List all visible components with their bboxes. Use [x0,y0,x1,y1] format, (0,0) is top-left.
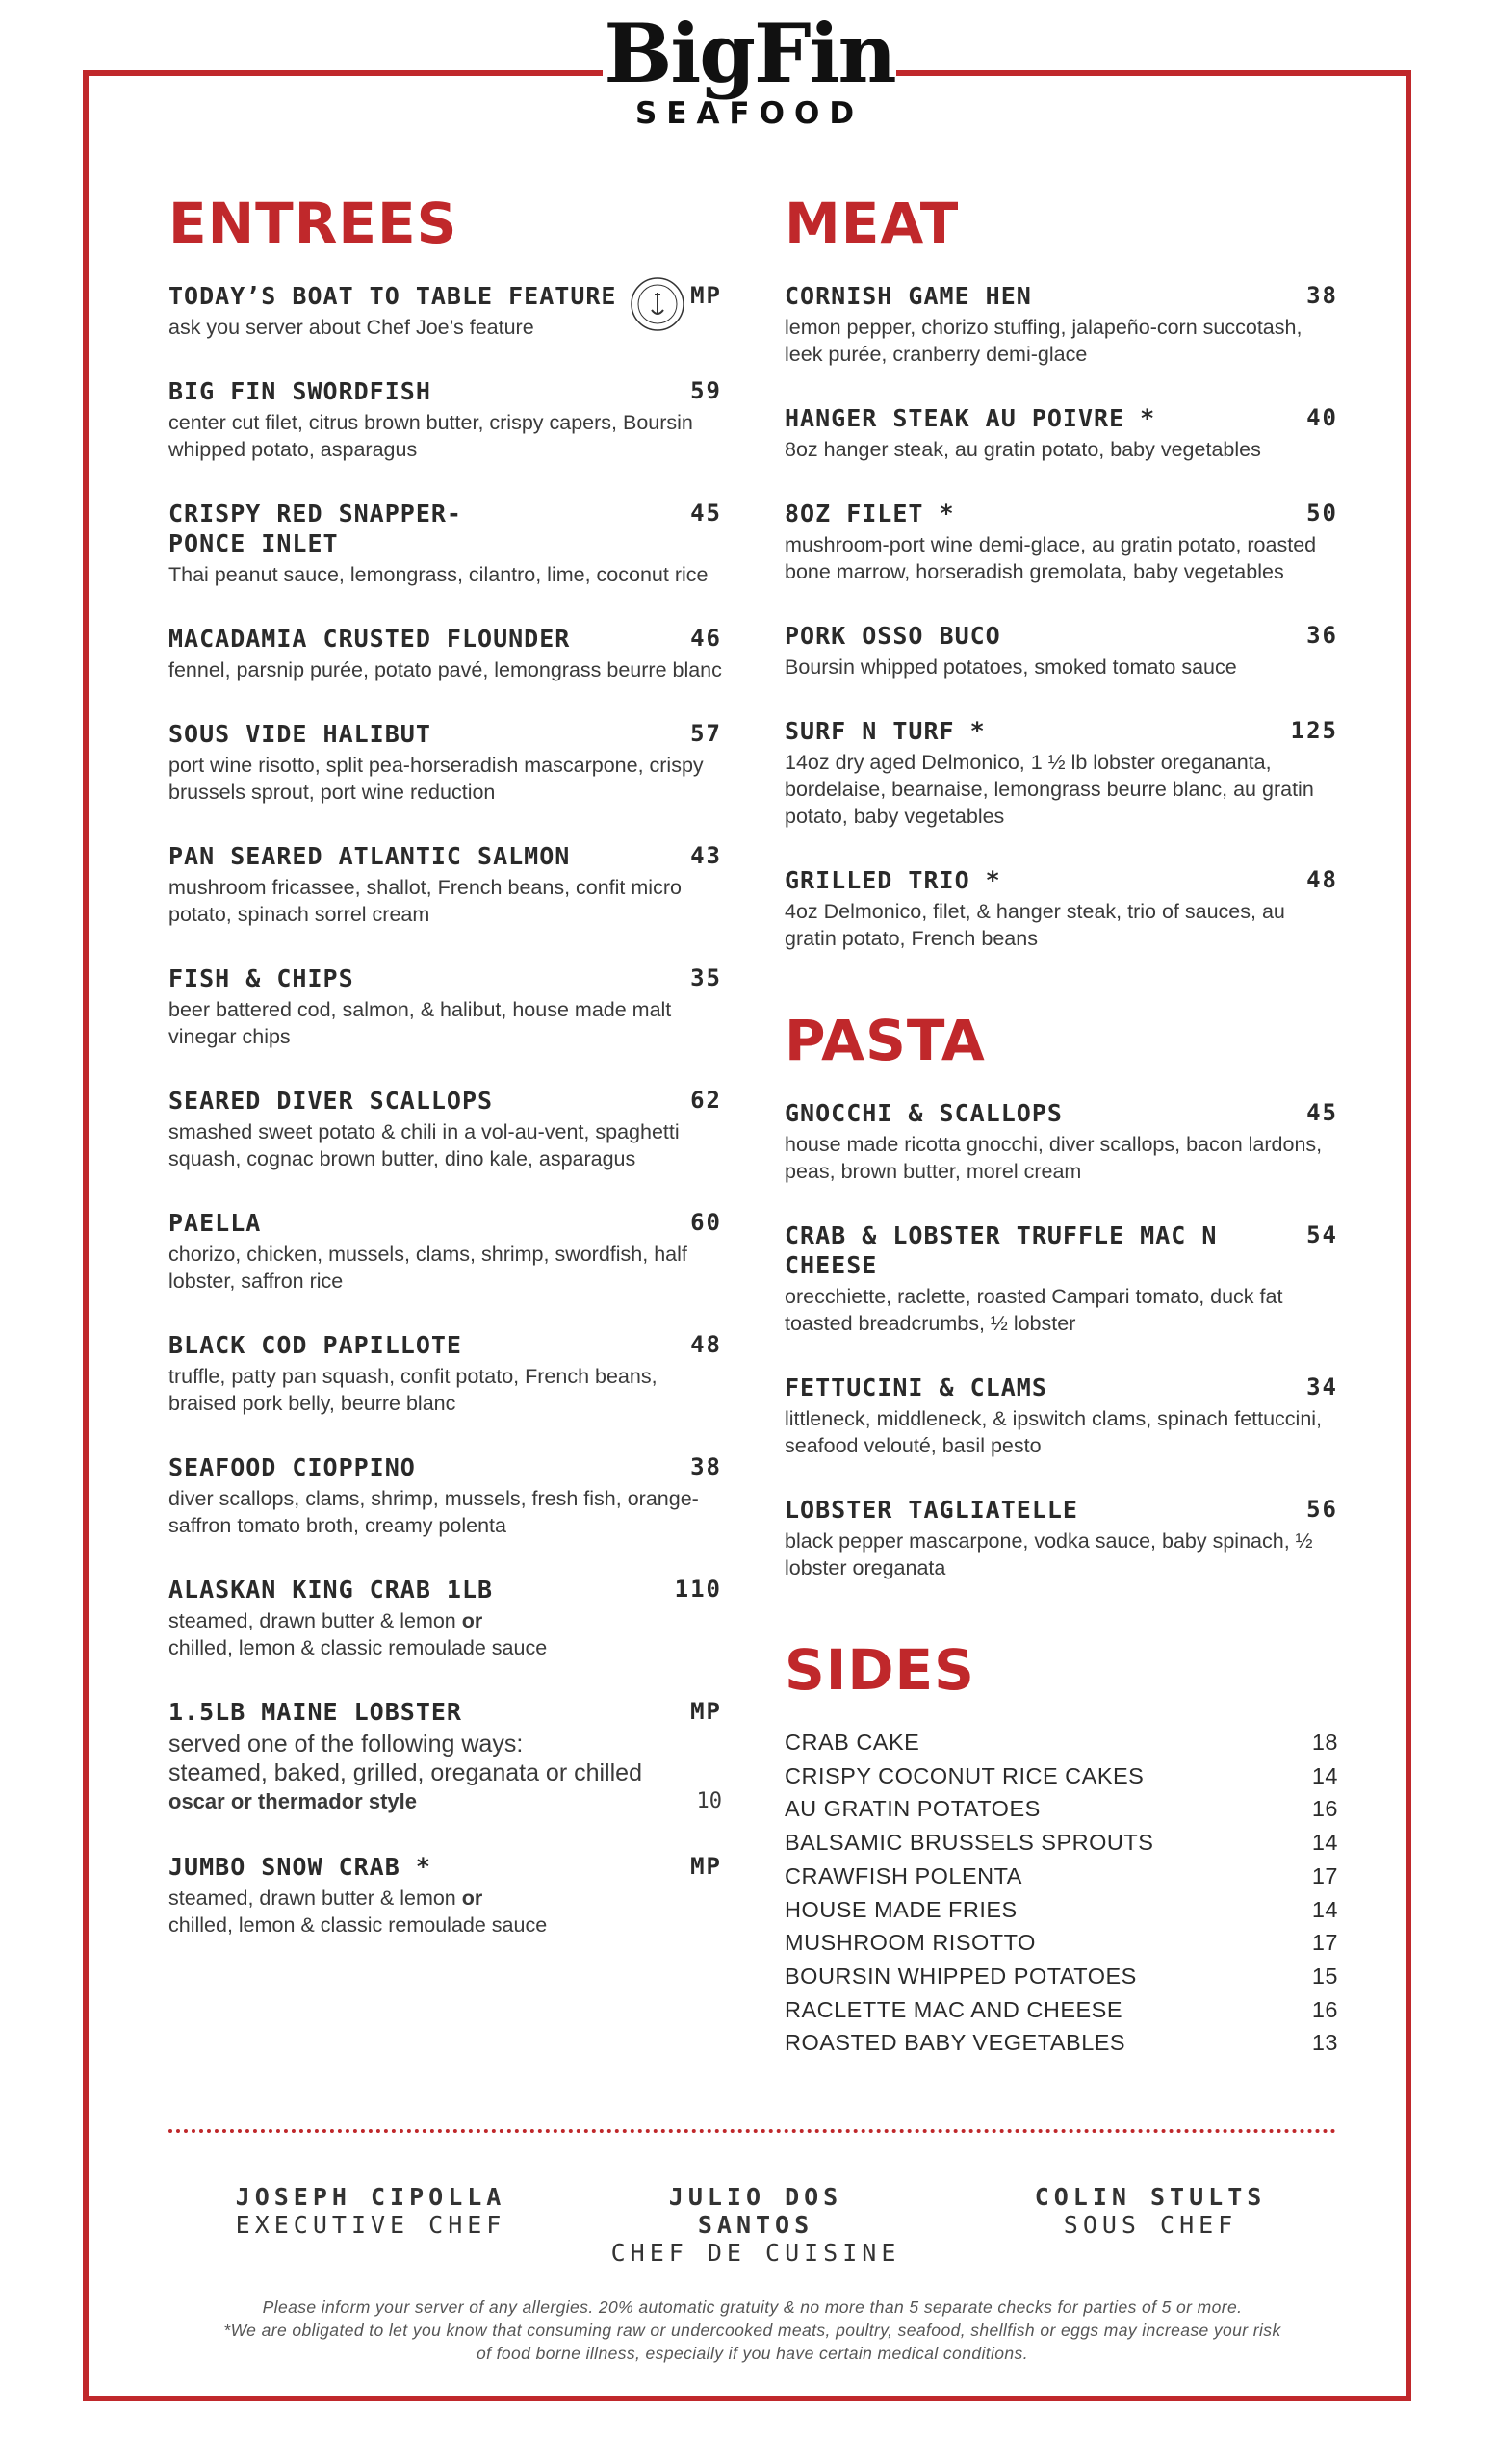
pasta-heading: PASTA [785,1008,986,1073]
menu-item [785,499,1338,585]
brand-logo [603,6,896,158]
desc-or: or [461,1886,483,1910]
menu-item [168,963,722,1050]
item-price: 57 [690,720,722,747]
item-name: PORK OSSO BUCO [785,622,1001,650]
desc-part: chilled, lemon & classic remoulade sauce [168,1636,548,1659]
side-price: 16 [1311,1796,1338,1822]
item-description [168,1885,722,1938]
item-price: 36 [1306,622,1338,649]
item-name: BIG FIN SWORDFISH [168,377,431,405]
side-item [785,1993,1338,2027]
chef-name: COLIN STULTS [1034,2183,1267,2211]
item-name: 8OZ FILET * [785,500,955,527]
entrees-heading: ENTREES [168,191,458,256]
desc-part: steamed, drawn butter & lemon [168,1609,462,1632]
side-name: CRISPY COCONUT RICE CAKES [785,1762,1145,1788]
side-item [785,1860,1338,1893]
side-item [785,1726,1338,1759]
chef-role: CHEF DE CUISINE [610,2239,901,2267]
item-name: HANGER STEAK AU POIVRE * [785,404,1156,432]
menu-item [785,1373,1338,1459]
item-name: SURF N TURF * [785,717,986,745]
logo-subtitle: SEAFOOD [634,96,864,131]
menu-item [785,1220,1338,1337]
chef-credits [168,2183,1336,2267]
item-description: 14oz dry aged Delmonico, 1 ½ lb lobster oregananta, bordelaise, bearnaise, lemongrass beurre blanc, au gratin potato, baby vegetables [785,751,1314,828]
item-description: orecchiette, raclette, roasted Campari tomato, duck fat toasted breadcrumbs, ½ lobster [785,1285,1283,1335]
footer-line: *We are obligated to let you know that consuming raw or undercooked meats, poultry, seafood, shellfish or eggs may increase your risk [223,2321,1281,2340]
menu-item [785,403,1338,463]
side-name: HOUSE MADE FRIES [785,1896,1018,1922]
item-price: 45 [690,500,722,526]
item-price: MP [690,1853,722,1880]
item-description: Thai peanut sauce, lemongrass, cilantro, lime, coconut rice [168,563,709,586]
menu-item [168,719,722,806]
item-description: beer battered cod, salmon, & halibut, house made malt vinegar chips [168,998,672,1048]
item-name: MACADAMIA CRUSTED FLOUNDER [168,625,571,653]
item-description: chorizo, chicken, mussels, clams, shrimp, swordfish, half lobster, saffron rice [168,1243,687,1293]
menu-item [168,1086,722,1172]
menu-item [785,1098,1338,1185]
chef-credit [226,2183,515,2239]
menu-item-snow-crab [168,1852,722,1938]
item-price: 125 [1290,717,1338,744]
item-price: MP [690,1698,722,1725]
side-item [785,1759,1338,1793]
item-name: ALASKAN KING CRAB 1LB [168,1576,494,1604]
item-price: 45 [1306,1099,1338,1126]
side-price: 15 [1311,1963,1338,1989]
item-price: 38 [690,1453,722,1480]
boat-to-table-stamp-icon [629,275,686,333]
item-name: PAN SEARED ATLANTIC SALMON [168,842,571,870]
item-description: diver scallops, clams, shrimp, mussels, fresh fish, orange-saffron tomato broth, creamy polenta [168,1487,699,1537]
item-description: ask you server about Chef Joe’s feature [168,316,534,339]
item-description: 8oz hanger steak, au gratin potato, baby vegetables [785,438,1261,461]
item-name: FISH & CHIPS [168,964,354,992]
item-description: 4oz Delmonico, filet, & hanger steak, trio of sauces, au gratin potato, French beans [785,900,1285,950]
dotted-divider [168,2129,1336,2133]
side-name: AU GRATIN POTATOES [785,1796,1041,1822]
meat-pasta-sides-column [785,192,1338,2060]
desc-line: served one of the following ways: [168,1731,524,1758]
side-item [785,1960,1338,1993]
item-description: center cut filet, citrus brown butter, crispy capers, Boursin whipped potato, asparagus [168,411,693,461]
item-description: lemon pepper, chorizo stuffing, jalapeño-corn succotash, leek purée, cranberry demi-glace [785,316,1303,366]
item-price: 60 [690,1209,722,1236]
item-description: fennel, parsnip purée, potato pavé, lemongrass beurre blanc [168,658,722,681]
item-price: 34 [1306,1373,1338,1400]
item-name: CRISPY RED SNAPPER- PONCE INLET [168,500,462,557]
item-price: 48 [690,1331,722,1358]
item-price: 43 [690,842,722,869]
side-price: 17 [1311,1930,1338,1956]
item-name: 1.5LB MAINE LOBSTER [168,1698,462,1726]
side-name: RACLETTE MAC AND CHEESE [785,1996,1123,2022]
item-description: smashed sweet potato & chili in a vol-au-vent, spaghetti squash, cognac brown butter, dino kale, asparagus [168,1120,680,1170]
side-item [785,2026,1338,2060]
desc-line: steamed, baked, grilled, oreganata or chilled [168,1759,642,1786]
item-price: 62 [690,1087,722,1114]
side-price: 18 [1311,1730,1338,1755]
chef-role: EXECUTIVE CHEF [235,2211,506,2239]
side-name: BALSAMIC BRUSSELS SPROUTS [785,1830,1154,1856]
menu-item [168,281,722,341]
chef-credit [1016,2183,1285,2239]
menu-item [785,621,1338,680]
side-name: MUSHROOM RISOTTO [785,1930,1036,1956]
item-name: TODAY’S BOAT TO TABLE FEATURE [168,282,617,310]
item-price: 46 [690,625,722,652]
menu-item [168,499,722,588]
item-price: 50 [1306,500,1338,526]
item-description: black pepper mascarpone, vodka sauce, baby spinach, ½ lobster oreganata [785,1529,1313,1579]
sides-list [785,1726,1338,2060]
menu-item-lobster [168,1697,722,1816]
item-name: PAELLA [168,1209,262,1237]
side-price: 16 [1311,1996,1338,2022]
item-price: 54 [1306,1221,1338,1248]
item-name: BLACK COD PAPILLOTE [168,1331,462,1359]
menu-item [785,716,1338,830]
side-price: 17 [1311,1862,1338,1888]
item-name: JUMBO SNOW CRAB * [168,1853,431,1881]
item-description: mushroom fricassee, shallot, French beans, confit micro potato, spinach sorrel cream [168,876,682,926]
item-name: GRILLED TRIO * [785,866,1001,894]
menu-item [168,624,722,683]
menu-item-king-crab [168,1575,722,1661]
allergy-disclaimer [168,2296,1336,2365]
item-description: mushroom-port wine demi-glace, au gratin potato, roasted bone marrow, horseradish gremolata, baby vegetables [785,533,1317,583]
menu-item [168,1208,722,1295]
side-price: 13 [1311,2030,1338,2056]
menu-item [785,865,1338,952]
item-price: 59 [690,377,722,404]
side-name: CRAWFISH POLENTA [785,1862,1022,1888]
entrees-column [168,192,722,1974]
sides-heading: SIDES [785,1637,975,1703]
extra-price: 10 [696,1789,722,1813]
item-name: FETTUCINI & CLAMS [785,1373,1047,1401]
meat-heading: MEAT [785,191,960,256]
menu-item [168,376,722,463]
item-name: SOUS VIDE HALIBUT [168,720,431,748]
side-name: CRAB CAKE [785,1730,920,1755]
item-description: house made ricotta gnocchi, diver scallops, bacon lardons, peas, brown butter, morel cream [785,1133,1323,1183]
side-name: ROASTED BABY VEGETABLES [785,2030,1126,2056]
item-name: LOBSTER TAGLIATELLE [785,1496,1078,1524]
item-description [168,1730,722,1816]
side-item [785,1926,1338,1960]
side-name: BOURSIN WHIPPED POTATOES [785,1963,1137,1989]
item-name: SEARED DIVER SCALLOPS [168,1087,494,1115]
menu-item [168,841,722,928]
item-description: truffle, patty pan squash, confit potato, French beans, braised pork belly, beurre blanc [168,1365,658,1415]
item-price: MP [690,282,722,309]
item-price: 56 [1306,1496,1338,1523]
item-price: 110 [674,1576,722,1603]
item-name: GNOCCHI & SCALLOPS [785,1099,1063,1127]
side-price: 14 [1311,1896,1338,1922]
chef-credit [602,2183,910,2267]
item-description [168,1607,722,1661]
desc-line: oscar or thermador style [168,1789,417,1813]
menu-item [785,281,1338,368]
item-name: SEAFOOD CIOPPINO [168,1453,416,1481]
item-name: CORNISH GAME HEN [785,282,1032,310]
desc-part: chilled, lemon & classic remoulade sauce [168,1913,548,1937]
logo-wordmark: BigFin [604,6,895,101]
item-price: 38 [1306,282,1338,309]
side-price: 14 [1311,1762,1338,1788]
item-price: 48 [1306,866,1338,893]
item-name: CRAB & LOBSTER TRUFFLE MAC N CHEESE [785,1221,1218,1279]
desc-part: steamed, drawn butter & lemon [168,1886,462,1910]
item-price: 40 [1306,404,1338,431]
chef-name: JOSEPH CIPOLLA [235,2183,506,2211]
chef-name: JULIO DOS SANTOS [668,2183,843,2239]
chef-role: SOUS CHEF [1063,2211,1238,2239]
menu-item [785,1495,1338,1581]
desc-or: or [461,1609,483,1632]
side-item [785,1826,1338,1860]
footer-line: of food borne illness, especially if you have certain medical conditions. [477,2344,1028,2363]
side-price: 14 [1311,1830,1338,1856]
menu-item [168,1330,722,1417]
side-item [785,1893,1338,1927]
item-price: 35 [690,964,722,991]
item-description: littleneck, middleneck, & ipswitch clams, spinach fettuccini, seafood velouté, basil pesto [785,1407,1323,1457]
item-description: port wine risotto, split pea-horseradish mascarpone, crispy brussels sprout, port wine reduction [168,754,704,804]
footer-line: Please inform your server of any allergies. 20% automatic gratuity & no more than 5 separate checks for parties of 5 or more. [262,2297,1243,2317]
menu-item [168,1452,722,1539]
item-description: Boursin whipped potatoes, smoked tomato sauce [785,655,1237,679]
side-item [785,1792,1338,1826]
